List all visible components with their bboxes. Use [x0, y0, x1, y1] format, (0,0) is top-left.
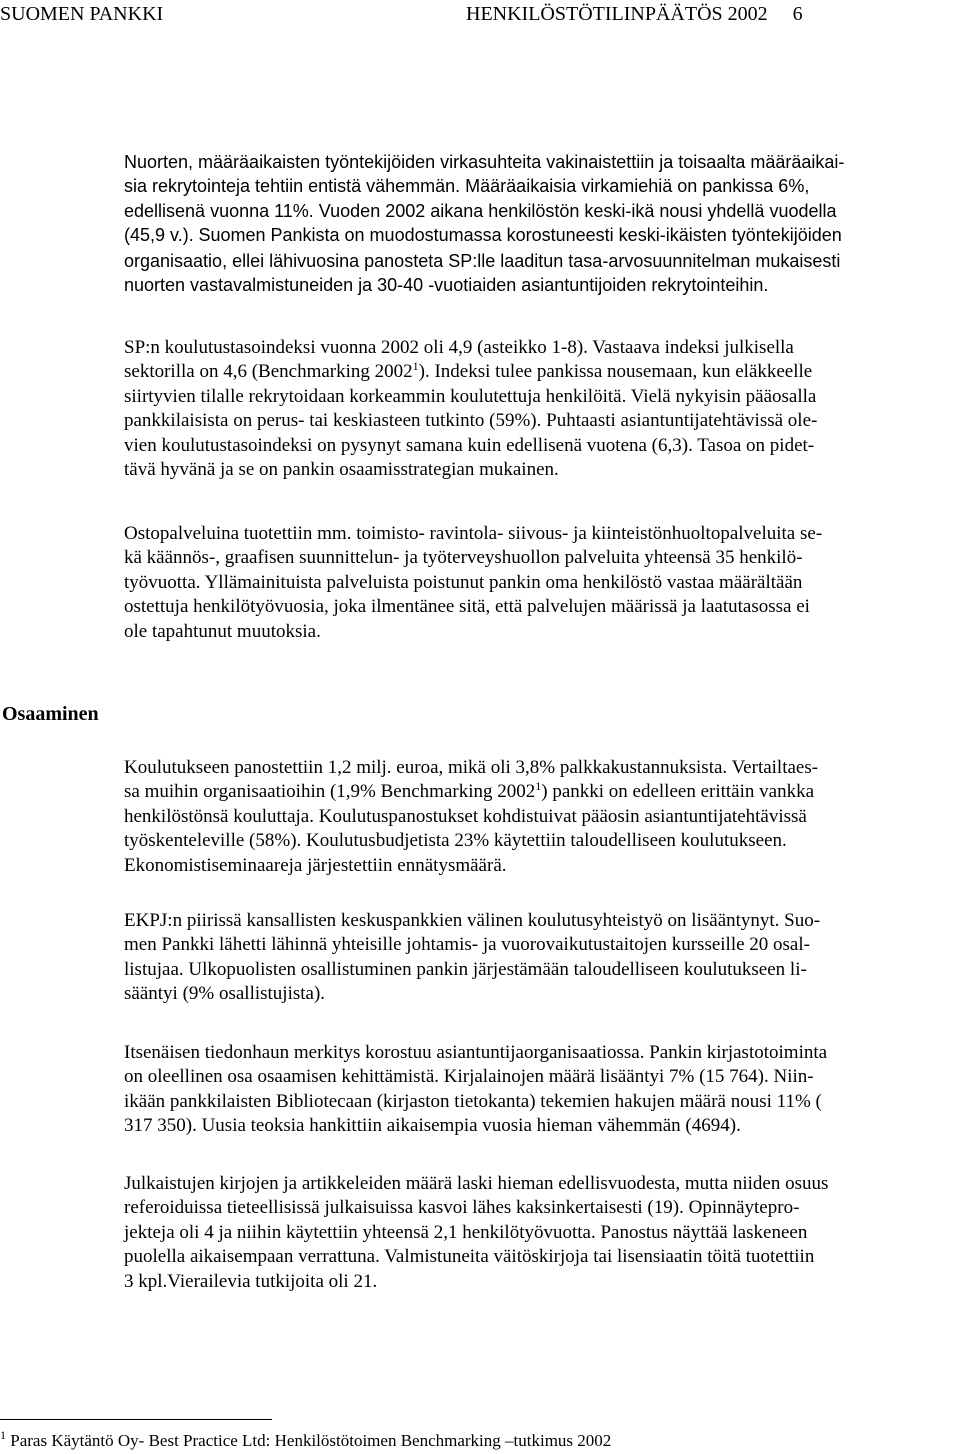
text-line: siirtyvien tilalle rekrytoidaan korkeammin koulutettuja henkilöitä. Vielä nykyisin pääosalla [124, 385, 817, 407]
text-line: Julkaistujen kirjojen ja artikkeleiden määrä laski hieman edellisvuodesta, mutta niiden osuus [124, 1173, 829, 1194]
text-line: työskenteleville (58%). Koulutusbudjetista 23% käytettiin taloudelliseen koulutukseen. [124, 830, 787, 852]
text-line: referoiduissa tieteellisissä julkaisuissa kasvoi lähes kaksinkertaisesti (19). Opinnäytepro- [124, 1197, 800, 1219]
text-span: (45,9 v.). [124, 225, 194, 246]
section-heading-osaaminen: Osaaminen [2, 703, 99, 725]
text-line: ole tapahtunut muutoksia. [124, 620, 321, 642]
text-line: Ostopalveluina tuotettiin mm. toimisto- ravintola- siivous- ja kiinteistönhuoltopalveluita se- [124, 523, 823, 544]
text-line: Nuorten, määräaikaisten työntekijöiden virkasuhteita vakinaistettiin ja toisaalta määräaikai- [124, 152, 845, 172]
text-line: Ekonomistiseminaareja järjestettiin ennätysmäärä. [124, 854, 507, 876]
text-line: henkilöstönsä kouluttaja. Koulutuspanostukset kohdistuivat pääosin asiantuntijatehtävissä [124, 805, 807, 827]
text-line: nuorten vastavalmistuneiden ja 30-40 -vuotiaiden asiantuntijoiden rekrytointeihin. [124, 275, 769, 296]
text-line: 3 kpl.Vierailevia tutkijoita oli 21. [124, 1270, 378, 1292]
text-line: kä käännös-, graafisen suunnittelun- ja työterveyshuollon palveluita yhteensä 35 henkilö- [124, 547, 803, 569]
text-line: SP:n koulutustasoindeksi vuonna 2002 oli 4,9 (asteikko 1-8). Vastaava indeksi julkisella [124, 337, 794, 358]
text-line: tävä hyvänä ja se on pankin osaamisstrategian mukainen. [124, 459, 559, 481]
footnote-marker: 1 [0, 1428, 6, 1442]
text-line: jekteja oli 4 ja niihin käytettiin yhteensä 2,1 henkilötyövuotta. Panostus näyttää laskeneen [124, 1221, 808, 1243]
text-line: on oleellinen osa osaamisen kehittämistä. Kirjalainojen määrä lisääntyi 7% (15 764). Niin- [124, 1066, 814, 1088]
text-line-with-footnote [124, 360, 954, 384]
text-line: ikään pankkilaisten Bibliotecaan (kirjaston tietokanta) tekemien hakujen määrä nousi 11% ( [124, 1090, 822, 1112]
paragraph-temporary-staff [124, 150, 954, 297]
text-line: työvuotta. Yllämainituista palveluista poistunut pankin oma henkilöstö vastaa määrältään [124, 571, 803, 593]
text-line: vien koulutustasoindeksi on pysynyt samana kuin edellisenä vuotena (6,3). Tasoa on pidet- [124, 434, 815, 456]
paragraph-publications [124, 1172, 954, 1294]
text-span: ) pankki on edelleen erittäin vankka [541, 781, 815, 803]
page-number: 6 [792, 3, 803, 25]
text-span: sa muihin organisaatioihin (1,9% Benchmarking 2002 [124, 781, 536, 803]
text-line: EKPJ:n piirissä kansallisten keskuspankkien välinen koulutusyhteistyö on lisääntynyt. Suo- [124, 910, 821, 931]
footnote-divider [0, 1419, 272, 1420]
footnote [0, 1428, 612, 1451]
text-span: sektorilla on 4,6 (Benchmarking 2002 [124, 361, 413, 383]
text-line: edellisenä vuonna 11%. Vuoden 2002 aikana henkilöstön keski-ikä nousi yhdellä vuodella [124, 200, 837, 221]
footnote-reference: 1 [535, 779, 542, 794]
text-line: ostettuja henkilötyövuosia, joka ilmentänee sitä, että palvelujen määrissä ja laatutasossa ei [124, 596, 810, 618]
text-line-with-footnote [124, 780, 954, 804]
text-line: pankkilaisista on perus- tai keskiasteen tutkinto (59%). Puhtaasti asiantuntijatehtävissä ole- [124, 410, 818, 432]
header-title: HENKILÖSTÖTILINPÄÄTÖS 2002 [466, 3, 768, 25]
paragraph-outsourcing [124, 522, 954, 644]
text-line-mixed [124, 223, 954, 248]
paragraph-training-investment [124, 756, 954, 878]
paragraph-education-index [124, 336, 954, 482]
text-line: Koulutukseen panostettiin 1,2 milj. euroa, mikä oli 3,8% palkkakustannuksista. Vertailtaes- [124, 757, 819, 778]
text-span: Suomen Pankista on muodostumassa korostuneesti keski-ikäisten työntekijöiden [198, 225, 842, 246]
text-span: ). Indeksi tulee pankissa nousemaan, kun eläkkeelle [418, 361, 813, 383]
text-line: sääntyi (9% osallistujista). [124, 983, 326, 1005]
footnote-reference: 1 [412, 359, 419, 374]
text-line: men Pankki lähetti lähinnä yhteisille johtamis- ja vuorovaikutustaitojen kursseille 20 osal- [124, 934, 810, 956]
text-line: puolella aikaisempaan verrattuna. Valmistuneita väitöskirjoja tai lisensiaatin töitä tuotettiin [124, 1246, 815, 1268]
text-line: listujaa. Ulkopuolisten osallistuminen pankin järjestämään taloudelliseen koulutukseen li- [124, 958, 807, 980]
header-org: SUOMEN PANKKI [0, 3, 164, 25]
paragraph-escb-cooperation [124, 909, 954, 1007]
text-line: 317 350). Uusia teoksia hankittiin aikaisempia vuosia hieman vähemmän (4694). [124, 1115, 741, 1137]
text-line: organisaatio, ellei lähivuosina panosteta SP:lle laaditun tasa-arvosuunnitelman mukaisesti [124, 250, 841, 271]
page-header [0, 0, 960, 30]
text-line: Itsenäisen tiedonhaun merkitys korostuu asiantuntijaorganisaatiossa. Pankin kirjastotoiminta [124, 1042, 828, 1063]
footnote-text: Paras Käytäntö Oy- Best Practice Ltd: Henkilöstötoimen Benchmarking –tutkimus 2002 [6, 1431, 612, 1450]
header-title-block [466, 2, 803, 26]
paragraph-library [124, 1041, 954, 1139]
text-line: sia rekrytointeja tehtiin entistä vähemmän. Määräaikaisia virkamiehiä on pankissa 6%, [124, 176, 810, 197]
